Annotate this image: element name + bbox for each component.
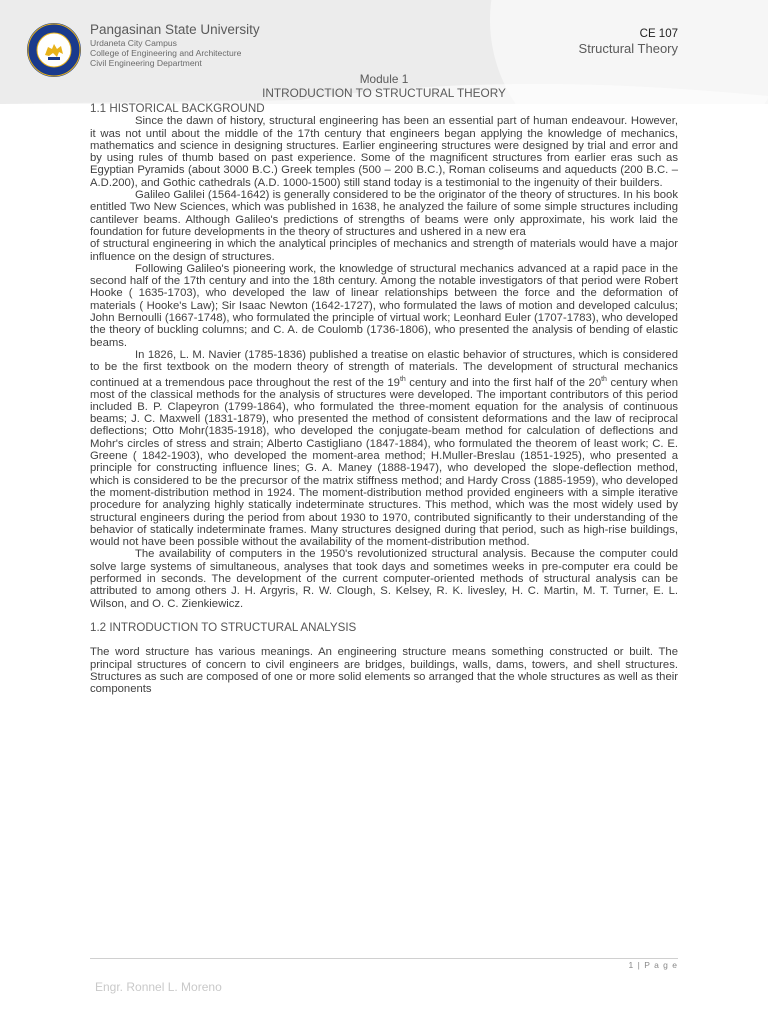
course-code: CE 107 xyxy=(639,28,678,40)
document-body xyxy=(90,103,678,695)
page-number-value: 1 xyxy=(628,960,635,970)
text-run: century when most of the classical methods for the analysis of structures were developed. The important contributors of this period included B. P. Clapeyron (1799-1864), who formulated the three-moment equation for the analysis of continuous beams; J. C. Maxwell (1831-1879), who presented the method of consistent deformations and the law of reciprocal deflections; Otto Mohr(1835-1918), who developed the conjugate-beam method for calculation of deflections and Mohr's circles of stress and strain; Alberto Castigliano (1847-1884), who formulated the theorem of least work; C. E. Greene ( 1842-1903), who developed the moment-area method; H.Muller-Breslau (1851-1925), who presented a principle for constructing influence lines; G. A. Maney (1888-1947), who developed the slope-deflection method, which is considered to be the precursor of the matrix stiffness method; and Hardy Cross (1885-1959), who developed the moment-distribution method in 1924. The moment-distribution method provided engineers with a simple iterative procedure for analyzing highly statically indeterminate structures. This method, which was the most widely used by structural engineers during the period from about 1930 to 1970, contributed significantly to their understanding of the behavior of statically indeterminate frames. Many structures designed during that period, such as high-rise buildings, would not have been possible without the availability of the moment-distribution method. xyxy=(90,376,678,549)
module-label: Module 1 xyxy=(359,72,409,86)
paragraph: The word structure has various meanings. An engineering structure means something constructed or built. The principal structures of concern to civil engineers are bridges, buildings, walls, dams, towers, and shell structures. Structures as such are composed of one or more solid elements so arranged that the whole structures as well as their components xyxy=(90,646,678,696)
course-title: Structural Theory xyxy=(578,41,678,56)
section-heading-structural-analysis: 1.2 INTRODUCTION TO STRUCTURAL ANALYSIS xyxy=(90,620,357,634)
module-title: INTRODUCTION TO STRUCTURAL THEORY xyxy=(262,86,506,100)
superscript: th xyxy=(399,375,406,383)
department-name: Civil Engineering Department xyxy=(90,58,202,68)
course-info xyxy=(579,27,678,56)
section-heading-historical: 1.1 HISTORICAL BACKGROUND xyxy=(90,102,265,115)
college-name: College of Engineering and Architecture xyxy=(90,48,242,58)
author-name: Engr. Ronnel L. Moreno xyxy=(95,980,222,994)
page-label: | P a g e xyxy=(637,960,678,970)
paragraph-navier xyxy=(90,349,678,549)
paragraph: Following Galileo's pioneering work, the knowledge of structural mechanics advanced at a rapid pace in the second half of the 17th century and into the 18th century. Among the notable investigators of that period were Robert Hooke ( 1635-1703), who developed the law of linear relationships between the force and the deformation of materials ( Hooke's Law); Sir Isaac Newton (1642-1727), who formulated the laws of motion and developed calculus; John Bernoulli (1667-1748), who formulated the principle of virtual work; Leonhard Euler (1707-1783), who developed the theory of buckling columns; and C. A. de Coulomb (1736-1806), who presented the analysis of bending of elastic beams. xyxy=(90,262,678,349)
paragraph: Since the dawn of history, structural engineering has been an essential part of human endeavour. However, it was not until about the middle of the 17th century that engineers began applying the knowledge of mechanics, mathematics and science in designing structures. Earlier engineering structures were designed by trial and error and by using rules of thumb based on past experience. Some of the magnificent structures from earlier eras such as Egyptian Pyramids (about 3000 B.C.) Greek temples (500 – 200 B.C.), Roman coliseums and aqueducts (200 B.C. –A.D.200), and Gothic cathedrals (A.D. 1000-1500) still stand today is a testimonial to the ingenuity of their builders. xyxy=(90,115,678,189)
spacer xyxy=(90,634,678,646)
page-number xyxy=(629,960,678,970)
text-run: century and into the first half of the 20 xyxy=(405,376,602,389)
superscript: th xyxy=(601,375,607,383)
university-info xyxy=(90,22,260,68)
text-run: In 1826, L. M. Navier (1785-1836) published a treatise on elastic behavior of structures, which is considered to be the first textbook on the modern theory of strength of materials. The development of structural mechanics continued at a tremendous pace throughout the rest of the 19 xyxy=(90,348,678,389)
campus-name: Urdaneta City Campus xyxy=(90,38,177,48)
paragraph: Galileo Galilei (1564-1642) is generally considered to be the originator of the theory of structures. In his book entitled Two New Sciences, which was published in 1638, he analyzed the failure of some simple structures including cantilever beams. Although Galileo's predictions of strengths of beams were only approximate, his work laid the foundation for future developments in the theory of structures and ushered in a new era xyxy=(90,189,678,238)
university-seal-logo xyxy=(26,22,82,78)
footer-divider xyxy=(90,958,678,959)
university-name: Pangasinan State University xyxy=(90,22,260,37)
paragraph: The availability of computers in the 1950's revolutionized structural analysis. Because the computer could solve large systems of simultaneous, analyses that took days and sometimes weeks in pre-computer era could be performed in seconds. The development of the current computer-oriented methods of structural analysis can be attributed to among others J. H. Argyris, R. W. Clough, S. Kelsey, R. K. livesley, H. C. Martin, M. T. Turner, E. L. Wilson, and O. C. Zienkiewicz. xyxy=(90,548,678,610)
paragraph-continuation: of structural engineering in which the analytical principles of mechanics and strength of materials would have a major influence on the design of structures. xyxy=(90,238,678,263)
